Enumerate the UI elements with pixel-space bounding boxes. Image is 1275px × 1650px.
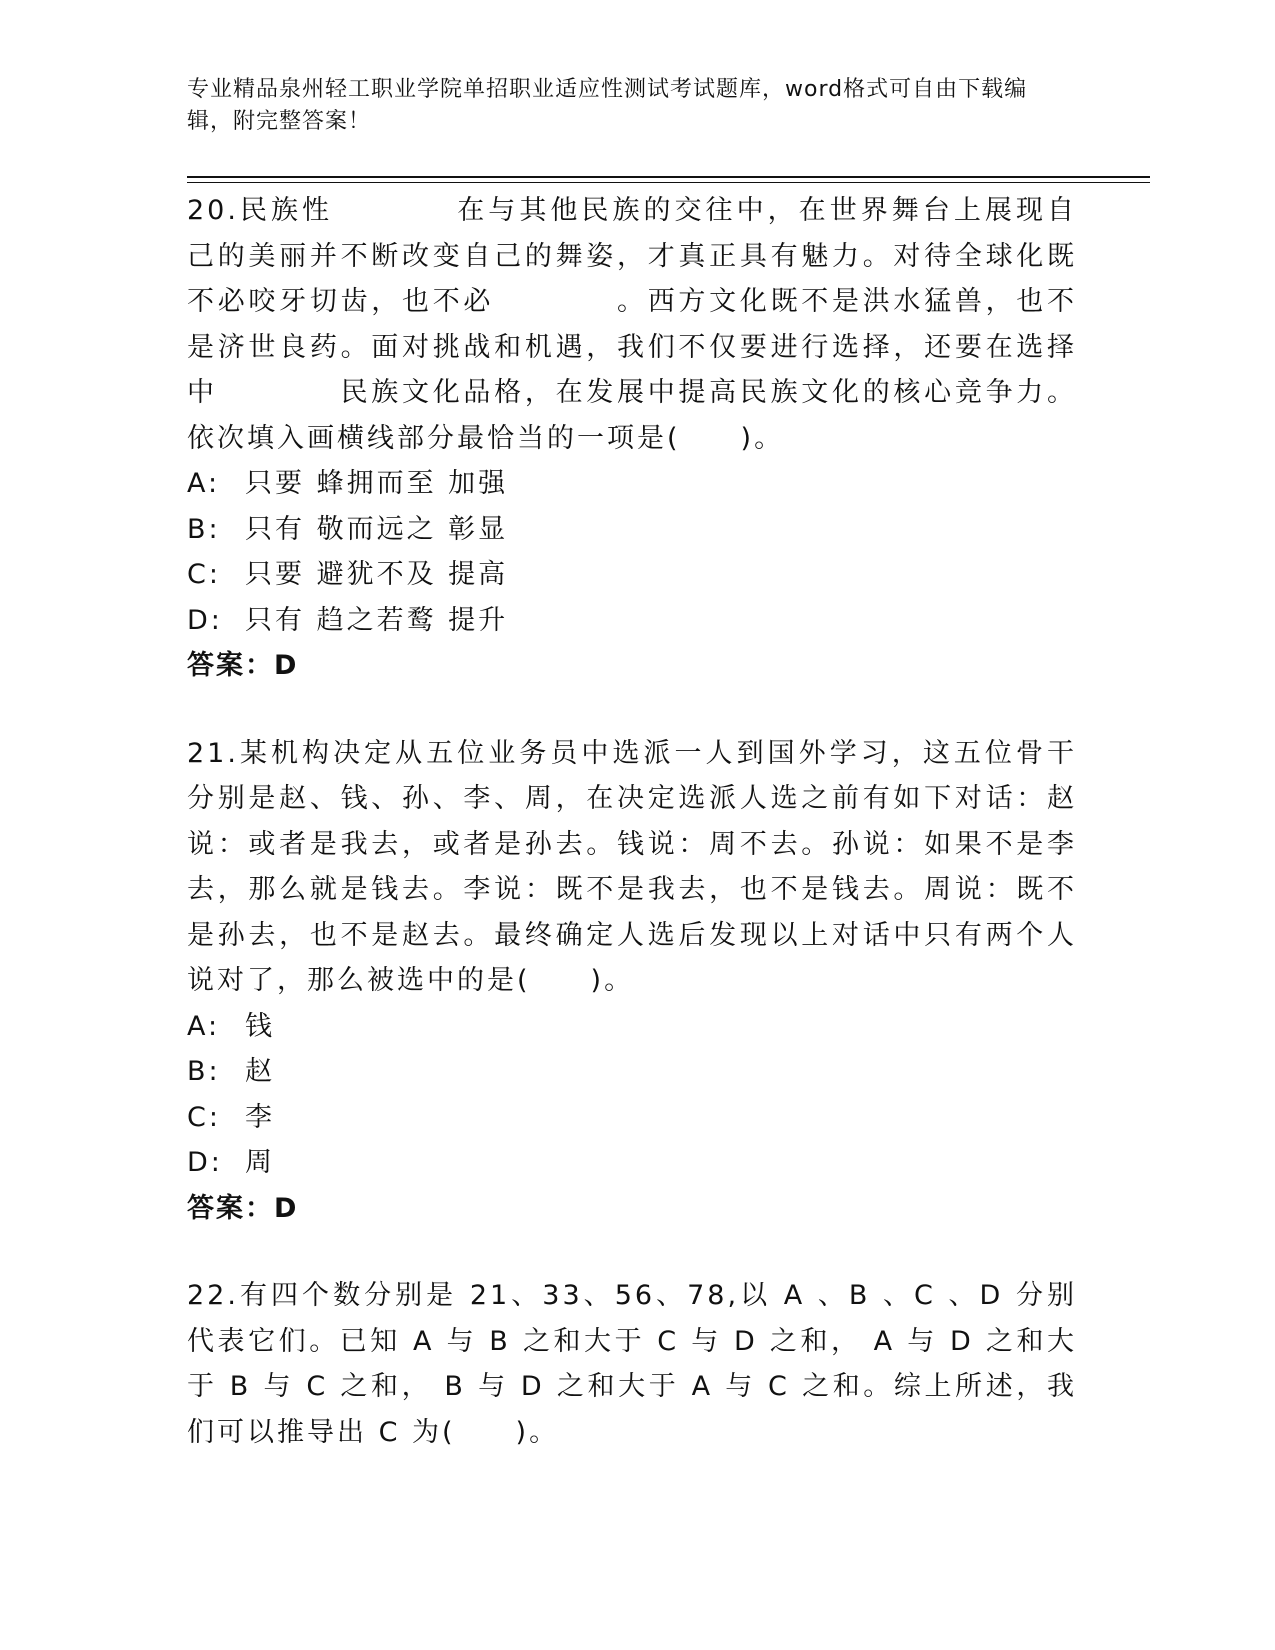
option-d bbox=[187, 598, 1077, 644]
option-text: 钱 bbox=[245, 1010, 275, 1042]
answer-line: 答案：D bbox=[187, 650, 299, 681]
question-stem: 21.某机构决定从五位业务员中选派一人到国外学习，这五位骨干分别是赵、钱、孙、李、周，在决定选派人选之前有如下对话：赵说：或者是我去，或者是孙去。钱说：周不去。孙说：如果不是李去，那么就是钱去。李说：既不是我去，也不是钱去。周说：既不是孙去，也不是赵去。最终确定人选后发现以上对话中只有两个人说对了，那么被选中的是( )。 bbox=[187, 737, 1077, 996]
option-c bbox=[187, 552, 1077, 598]
option-letter: A: bbox=[187, 468, 221, 499]
option-text: 只有 敬而远之 彰显 bbox=[245, 513, 509, 545]
question-21 bbox=[187, 731, 1077, 1232]
question-spacer bbox=[187, 1231, 1077, 1273]
option-letter: C: bbox=[187, 559, 221, 590]
option-letter: B: bbox=[187, 1056, 221, 1087]
option-text: 只有 趋之若鹜 提升 bbox=[245, 604, 509, 636]
question-spacer bbox=[187, 689, 1077, 731]
header-rule-thin bbox=[187, 182, 1150, 183]
option-list bbox=[187, 1004, 1077, 1186]
option-text: 赵 bbox=[245, 1056, 275, 1087]
option-letter: C: bbox=[187, 1101, 221, 1133]
option-d bbox=[187, 1140, 1077, 1186]
option-b bbox=[187, 507, 1077, 553]
question-stem: 20.民族性 在与其他民族的交往中，在世界舞台上展现自己的美丽并不断改变自己的舞姿，才真正具有魅力。对待全球化既不必咬牙切齿，也不必 。西方文化既不是洪水猛兽，也不是济世良药。面对挑战和机遇，我们不仅要进行选择，还要在选择中 民族文化品格，在发展中提高民族文化的核心竞争力。依次填入画横线部分最恰当的一项是( )。 bbox=[187, 195, 1077, 454]
option-text: 周 bbox=[245, 1147, 275, 1178]
option-a bbox=[187, 461, 1077, 507]
option-text: 只要 避犹不及 提高 bbox=[245, 559, 509, 590]
question-20 bbox=[187, 188, 1077, 689]
answer-line: 答案：D bbox=[187, 1192, 299, 1224]
question-stem: 22.有四个数分别是 21、33、56、78,以 A 、B 、C 、D 分别代表它们。已知 A 与 B 之和大于 C 与 D 之和， A 与 D 之和大于 B 与 C 之和， B 与 D 之和大于 A 与 C 之和。综上所述，我们可以推导出 C 为( )。 bbox=[187, 1280, 1077, 1448]
option-list bbox=[187, 461, 1077, 643]
option-a bbox=[187, 1004, 1077, 1050]
question-22 bbox=[187, 1273, 1077, 1455]
option-text: 只要 蜂拥而至 加强 bbox=[245, 468, 509, 499]
option-b bbox=[187, 1049, 1077, 1095]
page-header: 专业精品泉州轻工职业学院单招职业适应性测试考试题库，word格式可自由下载编辑，附完整答案！ bbox=[187, 77, 1028, 134]
header-rule-thick bbox=[187, 176, 1150, 178]
option-letter: D: bbox=[187, 1147, 223, 1178]
option-letter: B: bbox=[187, 513, 221, 545]
option-letter: D: bbox=[187, 604, 223, 636]
option-letter: A: bbox=[187, 1010, 221, 1042]
option-text: 李 bbox=[245, 1101, 275, 1133]
questions-container bbox=[187, 188, 1077, 1455]
option-c bbox=[187, 1095, 1077, 1141]
